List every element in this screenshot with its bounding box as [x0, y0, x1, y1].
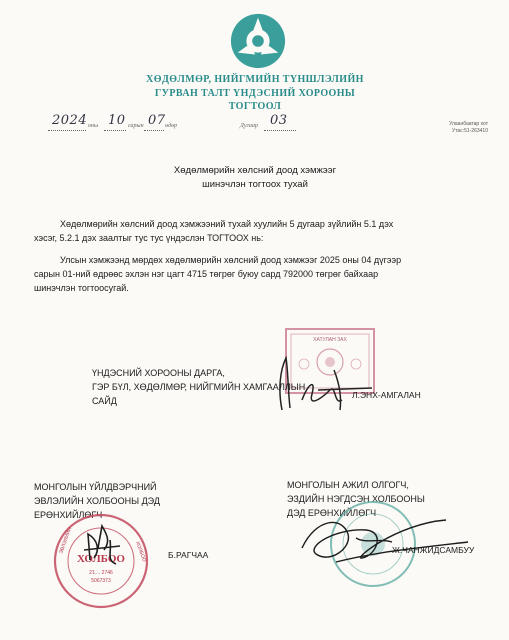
year-suffix: оны: [88, 123, 99, 129]
union-stamp-center-text: ХОЛБОО: [77, 553, 125, 565]
employer-title-line-3: ДЭД ЕРӨНХИЙЛӨГЧ: [287, 508, 377, 518]
union-title-line-1: МОНГОЛЫН ҮЙЛДВЭРЧНИЙ: [34, 482, 157, 492]
body-paragraph-2-line-1: Улсын хэмжээнд мөрдөх хөдөлмөрийн хөлсний доод хэмжээг 2025 оны 04 дүгээр: [60, 255, 402, 265]
month-value: 10: [108, 113, 126, 128]
union-stamp-code-2: 5067373: [91, 578, 111, 584]
union-stamp-ring-left: ЭВЛЭЛИЙН: [58, 526, 74, 555]
day-value: 07: [148, 113, 166, 128]
chair-title-line-2: ГЭР БҮЛ, ХӨДӨЛМӨР, НИЙГМИЙН ХАМГААЛЛЫН: [92, 382, 306, 392]
day-suffix: өдөр: [165, 123, 178, 129]
ministry-stamp-text: ХАТУЛАН ЗАХ: [313, 337, 347, 343]
union-stamp-code: 21.... 2746: [89, 570, 113, 576]
date-number-row: [48, 113, 488, 135]
employer-title-line-1: МОНГОЛЫН АЖИЛ ОЛГОГЧ,: [287, 480, 409, 490]
chair-signature-icon: [272, 350, 382, 420]
org-name-line-2: ГУРВАН ТАЛТ ҮНДЭСНИЙ ХОРООНЫ: [154, 88, 356, 99]
place-block: [388, 121, 488, 135]
chair-title-line-3: САЙД: [92, 396, 117, 406]
employer-title-line-2: ЭЗДИЙН НЭГДСЭН ХОЛБООНЫ: [287, 494, 425, 504]
body-paragraph-2-line-2: сарын 01-ний өдрөөс эхлэн нэг цагт 4715 төгрөг буюу сард 792000 төгрөг байхаар: [34, 269, 379, 279]
year-value: 2024: [52, 113, 88, 128]
month-suffix: сарын: [128, 123, 144, 129]
place-phone: Утас:51-263410: [452, 128, 488, 134]
union-signature-icon: [80, 520, 130, 570]
union-name: Б.РАГЧАА: [168, 550, 209, 560]
employer-signature-icon: [296, 508, 476, 572]
place-city: Улаанбаатар хот: [449, 121, 488, 127]
body-paragraph-1-line-2: хэсэг, 5.2.1 дэх заалтыг тус тус үндэслэн ТОГТООХ нь:: [34, 233, 264, 243]
document-type: ТОГТООЛ: [228, 101, 282, 112]
title-line-1: Хөдөлмөрийн хөлсний доод хэмжээг: [173, 165, 337, 176]
chair-title-line-1: ҮНДЭСНИЙ ХОРООНЫ ДАРГА,: [92, 368, 225, 378]
title-line-2: шинэчлэн тогтоох тухай: [202, 179, 308, 190]
union-title-line-2: ЭВЛЭЛИЙН ХОЛБООНЫ ДЭД: [34, 496, 160, 506]
org-name-line-1: ХӨДӨЛМӨР, НИЙГМИЙН ТҮНШЛЭЛИЙН: [146, 74, 364, 85]
body-paragraph-2-line-3: шинэчлэн тогтоосугай.: [34, 283, 129, 293]
employer-name: Ж.ЧАНЖИДСАМБУУ: [392, 545, 475, 555]
tripartite-logo-icon: [229, 12, 287, 70]
union-title-line-3: ЕРӨНХИЙЛӨГЧ: [34, 510, 103, 520]
chair-name: Л.ЭНХ-АМГАЛАН: [352, 390, 421, 400]
resolution-title: [100, 164, 410, 192]
number-value: 03: [270, 113, 288, 128]
union-stamp-ring-right: ХОЛБОО: [134, 540, 148, 563]
number-label: Дугаар: [240, 123, 258, 129]
body-paragraph-1-line-1: Хөдөлмөрийн хөлсний доод хэмжээний тухай хуулийн 5 дугаар зүйлийн 5.1 дэх: [60, 219, 394, 229]
